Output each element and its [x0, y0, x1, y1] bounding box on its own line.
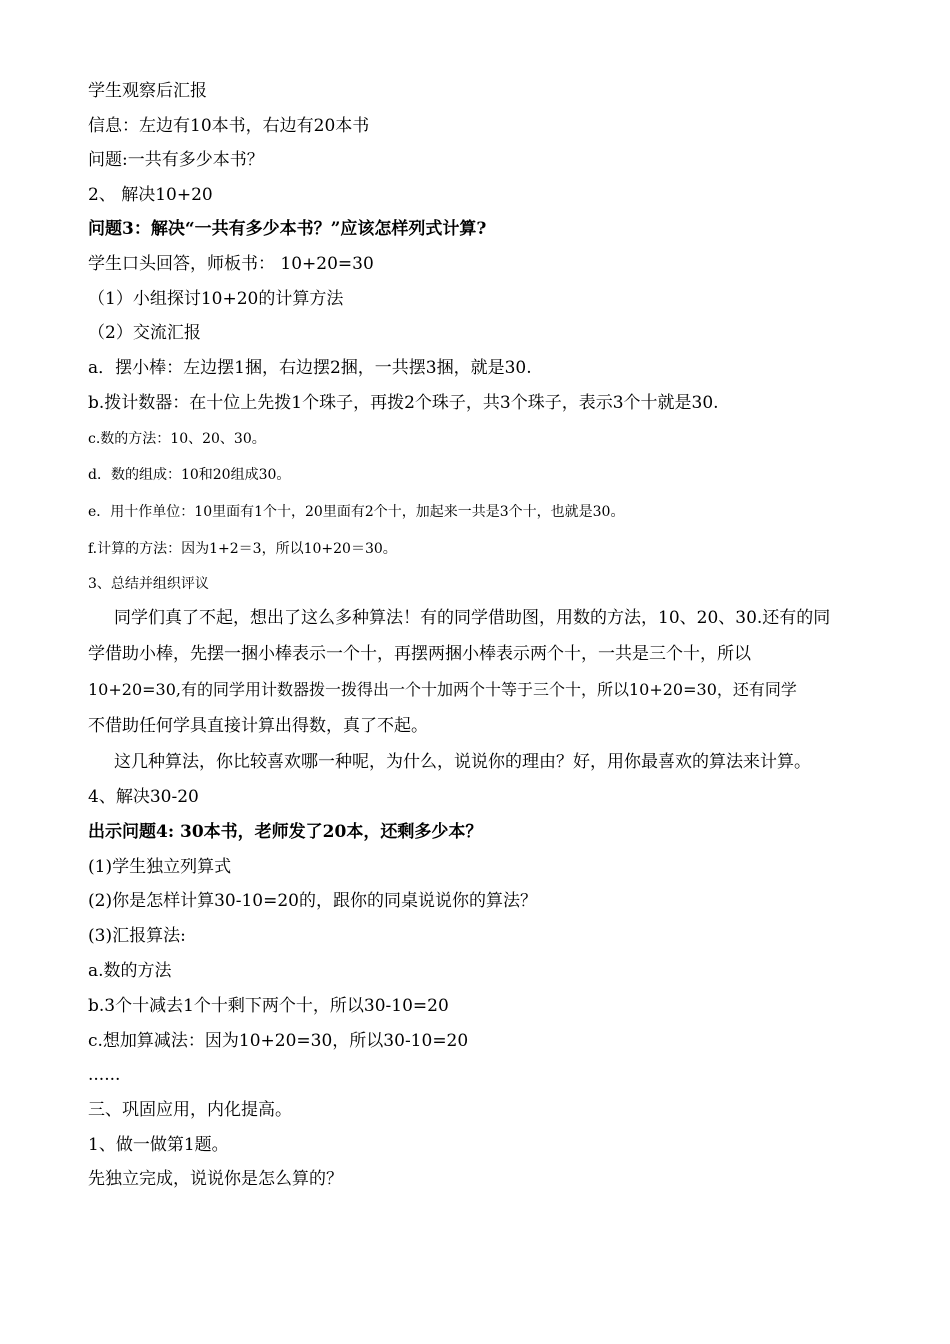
text-line: 这几种算法，你比较喜欢哪一种呢，为什么，说说你的理由？好，用你最喜欢的算法来计算。	[114, 752, 811, 772]
section-heading: 4、解决30-20	[88, 787, 199, 807]
text-line: a.数的方法	[88, 961, 172, 981]
section-heading: 三、巩固应用，内化提高。	[88, 1100, 292, 1120]
text-line: f.计算的方法：因为1+2＝3，所以10+20＝30。	[88, 541, 397, 557]
question-heading: 问题3：解决“一共有多少本书？”应该怎样列式计算?	[88, 219, 487, 239]
text-line: b.拨计数器：在十位上先拨1个珠子，再拨2个珠子，共3个珠子，表示3个十就是30.	[88, 393, 719, 413]
ellipsis: ......	[88, 1065, 121, 1085]
text-line: (1)学生独立列算式	[88, 857, 232, 877]
section-heading: 3、总结并组织评议	[88, 576, 209, 592]
text-line: d．数的组成：10和20组成30。	[88, 467, 291, 483]
text-line: (2)你是怎样计算30-10=20的，跟你的同桌说说你的算法？	[88, 891, 537, 911]
text-line: (3)汇报算法:	[88, 926, 186, 946]
text-line: b.3个十减去1个十剩下两个十，所以30-10=20	[88, 996, 449, 1016]
text-line: （1）小组探讨10+20的计算方法	[88, 289, 344, 309]
text-line: 同学们真了不起，想出了这么多种算法！有的同学借助图，用数的方法，10、20、30.还有的同	[114, 608, 831, 628]
text-line: 学生口头回答，师板书： 10+20=30	[88, 254, 374, 274]
text-line: 学借助小棒，先摆一捆小棒表示一个十，再摆两捆小棒表示两个十，一共是三个十，所以	[88, 644, 751, 664]
text-line: e．用十作单位：10里面有1个十，20里面有2个十，加起来一共是3个十，也就是30。	[88, 504, 625, 520]
text-line: 10+20=30,有的同学用计数器拨一拨得出一个十加两个十等于三个十，所以10+20=30，还有同学	[88, 680, 797, 699]
text-line: 学生观察后汇报	[88, 81, 207, 101]
question-heading: 出示问题4: 30本书，老师发了20本，还剩多少本？	[88, 822, 483, 842]
text-line: a．摆小棒：左边摆1捆，右边摆2捆，一共摆3捆，就是30.	[88, 358, 532, 378]
text-line: 先独立完成，说说你是怎么算的？	[88, 1169, 343, 1189]
text-line: c.想加算减法：因为10+20=30，所以30-10=20	[88, 1031, 469, 1051]
text-line: 问题:一共有多少本书？	[88, 150, 264, 170]
text-line: 不借助任何学具直接计算出得数，真了不起。	[88, 716, 428, 736]
section-heading: 2、 解决10+20	[88, 185, 213, 205]
text-line: （2）交流汇报	[88, 323, 201, 343]
text-line: c.数的方法：10、20、30。	[88, 431, 266, 447]
text-line: 信息：左边有10本书，右边有20本书	[88, 116, 370, 136]
text-line: 1、做一做第1题。	[88, 1135, 229, 1155]
